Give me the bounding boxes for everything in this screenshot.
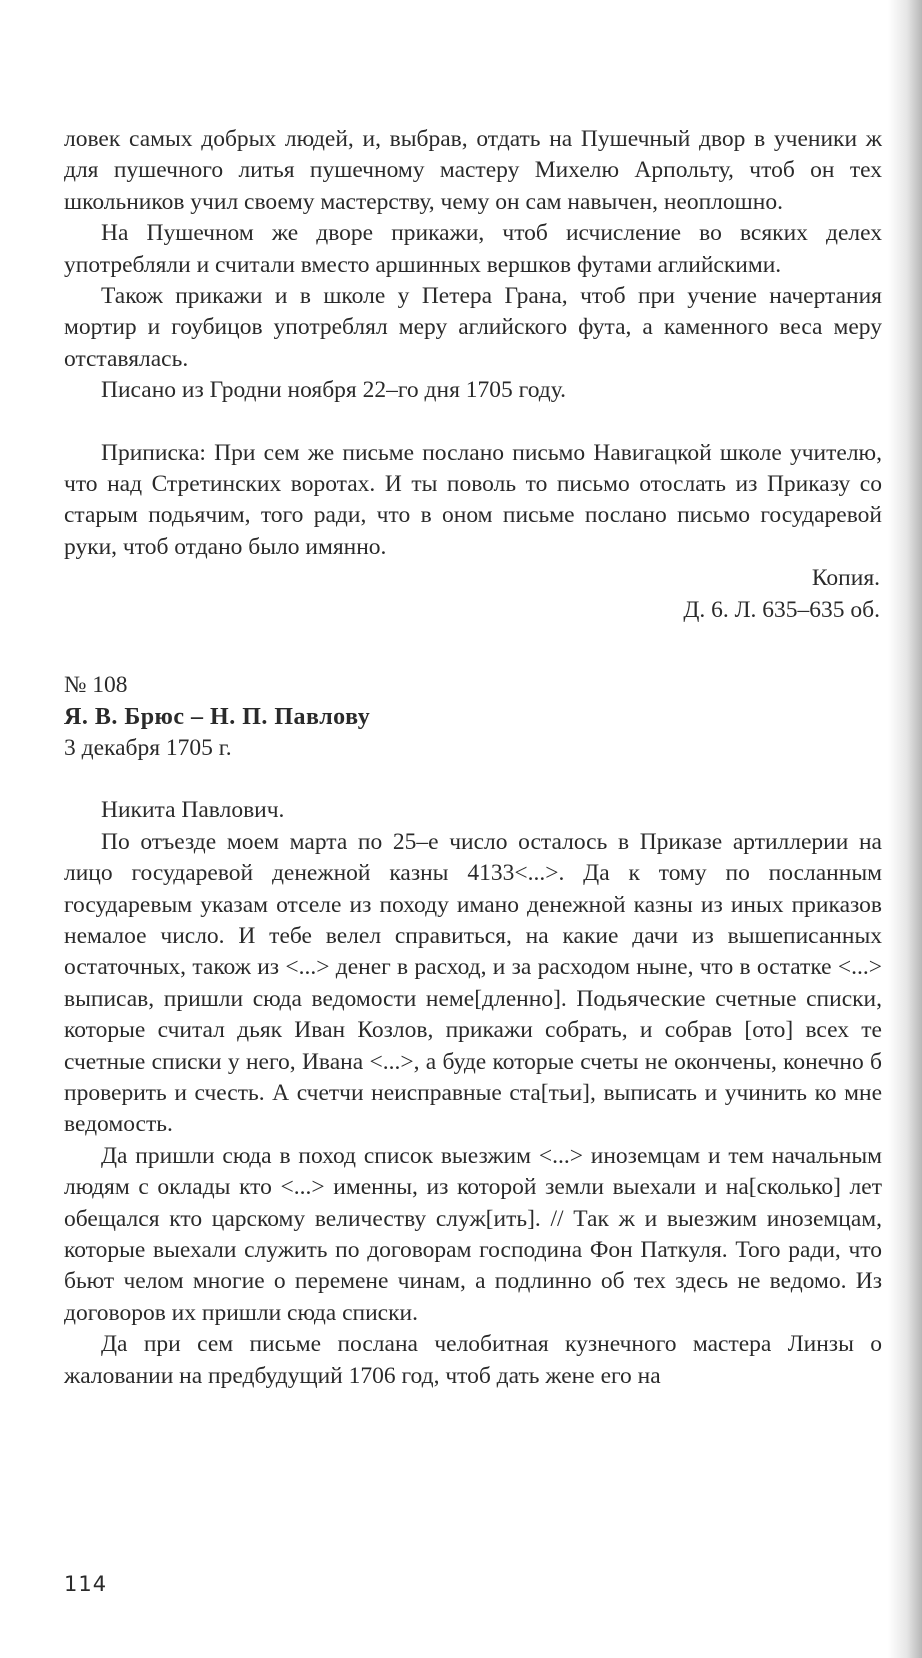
letter-paragraph-treasury: По отъезде моем марта по 25–е число осталось в Приказе артиллерии на лицо государевой денежной казны 4133<...>. Да к тому по посланным государевым указам отселе из походу имано денежной казны из иных приказов немалое число. И тебе велел справиться, на какие дачи из вышеписанных остаточных, також из <...> денег в расход, и за расходом ныне, что в остатке <...> выписав, пришли сюда ведомости неме[дленно]. Подьяческие счетные списки, которые считал дьяк Иван Козлов, прикажи собрать, и собрав [ото] всех те счетные списки у него, Ивана <...>, а буде которые счеты не окончены, конечно б проверить и счесть. А счетчи неисправные ста[тьи], выписать и учинить ко мне ведомость. bbox=[64, 828, 882, 1138]
letter-greeting: Никита Павлович. bbox=[101, 797, 285, 824]
document-header bbox=[64, 670, 882, 764]
page-number: 114 bbox=[64, 1572, 108, 1596]
paragraph-school: Також прикажи и в школе у Петера Грана, чтоб при учение начертания мортир и гоубицов употреблял меру аглийского фута, а каменного веса меру отставялась. bbox=[64, 283, 882, 372]
paragraph-dateline: Писано из Гродни ноября 22–го дня 1705 году. bbox=[101, 377, 566, 404]
document-title: Я. В. Брюс – Н. П. Павлову bbox=[64, 703, 371, 730]
letter-paragraph-petition: Да при сем письме послана челобитная кузнечного мастера Линзы о жаловании на предбудущий 1706 год, чтоб дать жене его на bbox=[64, 1331, 882, 1389]
paragraph-continuation: ловек самых добрых людей, и, выбрав, отдать на Пушечный двор в ученики ж для пушечного литья пушечному мастеру Михелю Арпольту, чтоб он тех школьников учил своему мастерству, чему он сам навычен, неоплошно. bbox=[64, 126, 882, 215]
document-date: 3 декабря 1705 г. bbox=[64, 734, 232, 761]
page-edge-shadow bbox=[888, 0, 922, 1658]
letter-paragraph-foreigners: Да пришли сюда в поход список выезжим <...> иноземцам и тем начальным людям с оклады кто <...> именны, из которой земли выехали и на[сколько] лет обещался кто царскому величеству служ[ить]. // Так ж и выезжим иноземцам, которые выехали служить по договорам господина Фон Паткуля. Того ради, что бьют челом многие о перемене чинам, а подлинно об тех здесь не ведомо. Из договоров их пришли сюда списки. bbox=[64, 1142, 882, 1326]
archive-reference: Д. 6. Л. 635–635 об. bbox=[683, 596, 880, 623]
paragraph-cannon-yard: На Пушечном же дворе прикажи, чтоб исчисление во всяких делех употребляли и считали вместо аршинных вершков футами аглийскими. bbox=[64, 220, 882, 278]
page-text bbox=[64, 124, 882, 1392]
paragraph-addendum: Приписка: При сем же письме послано письмо Навигацкой школе учителю, что над Стретинских воротах. И ты поволь то письмо отослать из Приказу со старым подьячим, того ради, что в оном письме послано письмо государевой руки, чтоб отдано было имянно. bbox=[64, 439, 882, 560]
document-number: № 108 bbox=[64, 672, 128, 699]
copy-label: Копия. bbox=[811, 565, 880, 592]
